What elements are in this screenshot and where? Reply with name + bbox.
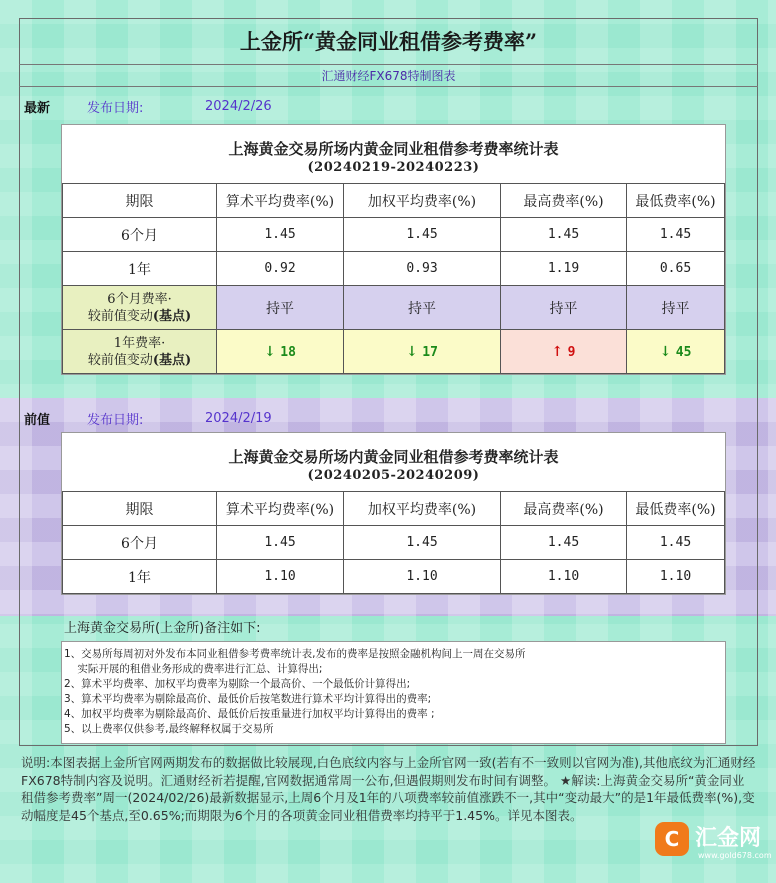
col-min: 最低费率(%) <box>627 184 725 218</box>
change-label-unit: (基点) <box>152 352 192 368</box>
value-cell: 1.10 <box>344 560 501 594</box>
latest-date: 2024/2/26 <box>205 98 272 114</box>
change-label-line: 6个月费率· <box>107 291 172 307</box>
table-row <box>63 560 725 594</box>
col-max: 最高费率(%) <box>501 184 627 218</box>
change-row-1y <box>63 330 725 374</box>
change-cell: 持平 <box>627 286 725 330</box>
note-line: 实际开展的租借业务形成的费率进行汇总、计算得出; <box>64 663 323 675</box>
value-cell: 0.92 <box>217 252 344 286</box>
arrow-down-icon: ↓ <box>406 343 418 360</box>
latest-section-header <box>19 92 758 120</box>
change-value: 9 <box>567 344 576 360</box>
value-cell: 0.65 <box>627 252 725 286</box>
previous-table-title: 上海黄金交易所场内黄金同业租借参考费率统计表 <box>228 448 559 466</box>
latest-table-period: (20240219-20240223) <box>307 160 480 175</box>
term-cell: 6个月 <box>63 218 217 252</box>
page-subtitle: 汇通财经FX678特制图表 <box>19 65 758 87</box>
previous-section-header <box>19 404 758 432</box>
arrow-up-icon: ↑ <box>551 343 564 360</box>
page-title: 上金所“黄金同业租借参考费率” <box>19 18 758 65</box>
previous-rate-table <box>62 491 725 594</box>
change-value: 18 <box>280 344 296 360</box>
col-term: 期限 <box>63 184 217 218</box>
change-label-unit: (基点) <box>152 308 192 324</box>
note-line: 3、算术平均费率为剔除最高价、最低价后按笔数进行算术平均计算得出的费率; <box>64 693 432 705</box>
note-line: 2、算术平均费率、加权平均费率为剔除一个最高价、一个最低价计算得出; <box>64 678 411 690</box>
change-cell: 持平 <box>501 286 627 330</box>
change-label-line <box>63 308 216 325</box>
change-cell: 持平 <box>344 286 501 330</box>
arrow-down-icon: ↓ <box>264 343 276 360</box>
logo-mark-icon: C <box>655 822 689 856</box>
col-weighted-avg: 加权平均费率(%) <box>344 184 501 218</box>
previous-table-card <box>61 432 726 595</box>
previous-tag: 前值 <box>24 412 51 428</box>
table-row <box>63 252 725 286</box>
value-cell: 1.45 <box>344 218 501 252</box>
term-cell: 1年 <box>63 560 217 594</box>
change-cell <box>627 330 725 374</box>
change-value: 45 <box>675 344 692 360</box>
value-cell: 1.45 <box>344 526 501 560</box>
change-row-6m <box>63 286 725 330</box>
change-cell <box>217 330 344 374</box>
change-label-6m <box>63 286 217 330</box>
value-cell: 1.10 <box>627 560 725 594</box>
term-cell: 6个月 <box>63 526 217 560</box>
value-cell: 0.93 <box>344 252 501 286</box>
col-arith-avg: 算术平均费率(%) <box>217 184 344 218</box>
notes-box <box>61 641 726 744</box>
value-cell: 1.45 <box>217 526 344 560</box>
term-cell: 1年 <box>63 252 217 286</box>
col-weighted-avg: 加权平均费率(%) <box>344 492 501 526</box>
col-arith-avg: 算术平均费率(%) <box>217 492 344 526</box>
col-min: 最低费率(%) <box>627 492 725 526</box>
change-label-part: 较前值变动 <box>87 352 153 368</box>
previous-date-label: 发布日期: <box>87 412 144 428</box>
previous-table-period: (20240205-20240209) <box>307 468 480 483</box>
latest-rate-table <box>62 183 725 374</box>
latest-tag: 最新 <box>24 100 51 116</box>
notes-heading: 上海黄金交易所(上金所)备注如下: <box>64 621 261 636</box>
col-max: 最高费率(%) <box>501 492 627 526</box>
explanation-text: 说明:本图表据上金所官网两期发布的数据做比较展现,白色底纹内容与上金所官网一致(若有不一致则以官网为准),其他底纹为汇通财经FX678特制内容及说明。汇通财经祈若提醒,官网数据通常周一公布,但遇假期则发布时间有调整。 ★解读:上海黄金交易所“黄金同业租借参考费率”周一(2024/02/26)最新数据显示,上周6个月及1年的八项费率较前值涨跌不一,其中“变动最大”的是1年最低费率(%),变动幅度是45个基点,至0.65%;而期限为6个月的各项黄金同业租借费率均持平于1.45%。详见本图表。 <box>21 755 756 823</box>
value-cell: 1.45 <box>217 218 344 252</box>
value-cell: 1.45 <box>501 526 627 560</box>
arrow-down-icon: ↓ <box>659 343 672 360</box>
value-cell: 1.19 <box>501 252 627 286</box>
note-line: 4、加权平均费率为剔除最高价、最低价后按重量进行加权平均计算得出的费率 ; <box>64 708 435 720</box>
latest-table-title: 上海黄金交易所场内黄金同业租借参考费率统计表 <box>228 140 559 158</box>
col-term: 期限 <box>63 492 217 526</box>
change-cell <box>344 330 501 374</box>
note-line: 1、交易所每周初对外发布本同业租借参考费率统计表,发布的费率是按照金融机构间上一周在交易所 <box>64 648 526 660</box>
change-label-part: 较前值变动 <box>87 308 153 324</box>
change-label-line: 1年费率· <box>113 335 166 351</box>
latest-table-card <box>61 124 726 375</box>
value-cell: 1.45 <box>501 218 627 252</box>
value-cell: 1.10 <box>501 560 627 594</box>
logo-text: 汇金网 <box>695 826 762 851</box>
logo-url: www.gold678.com <box>698 851 772 860</box>
table-row <box>63 526 725 560</box>
previous-date: 2024/2/19 <box>205 410 272 426</box>
latest-date-label: 发布日期: <box>87 100 144 116</box>
change-cell <box>501 330 627 374</box>
note-line: 5、以上费率仅供参考,最终解释权属于交易所 <box>64 723 274 735</box>
change-label-1y <box>63 330 217 374</box>
change-label-line <box>63 352 216 369</box>
value-cell: 1.45 <box>627 218 725 252</box>
table-row <box>63 218 725 252</box>
change-value: 17 <box>422 344 438 360</box>
value-cell: 1.45 <box>627 526 725 560</box>
value-cell: 1.10 <box>217 560 344 594</box>
change-cell: 持平 <box>217 286 344 330</box>
